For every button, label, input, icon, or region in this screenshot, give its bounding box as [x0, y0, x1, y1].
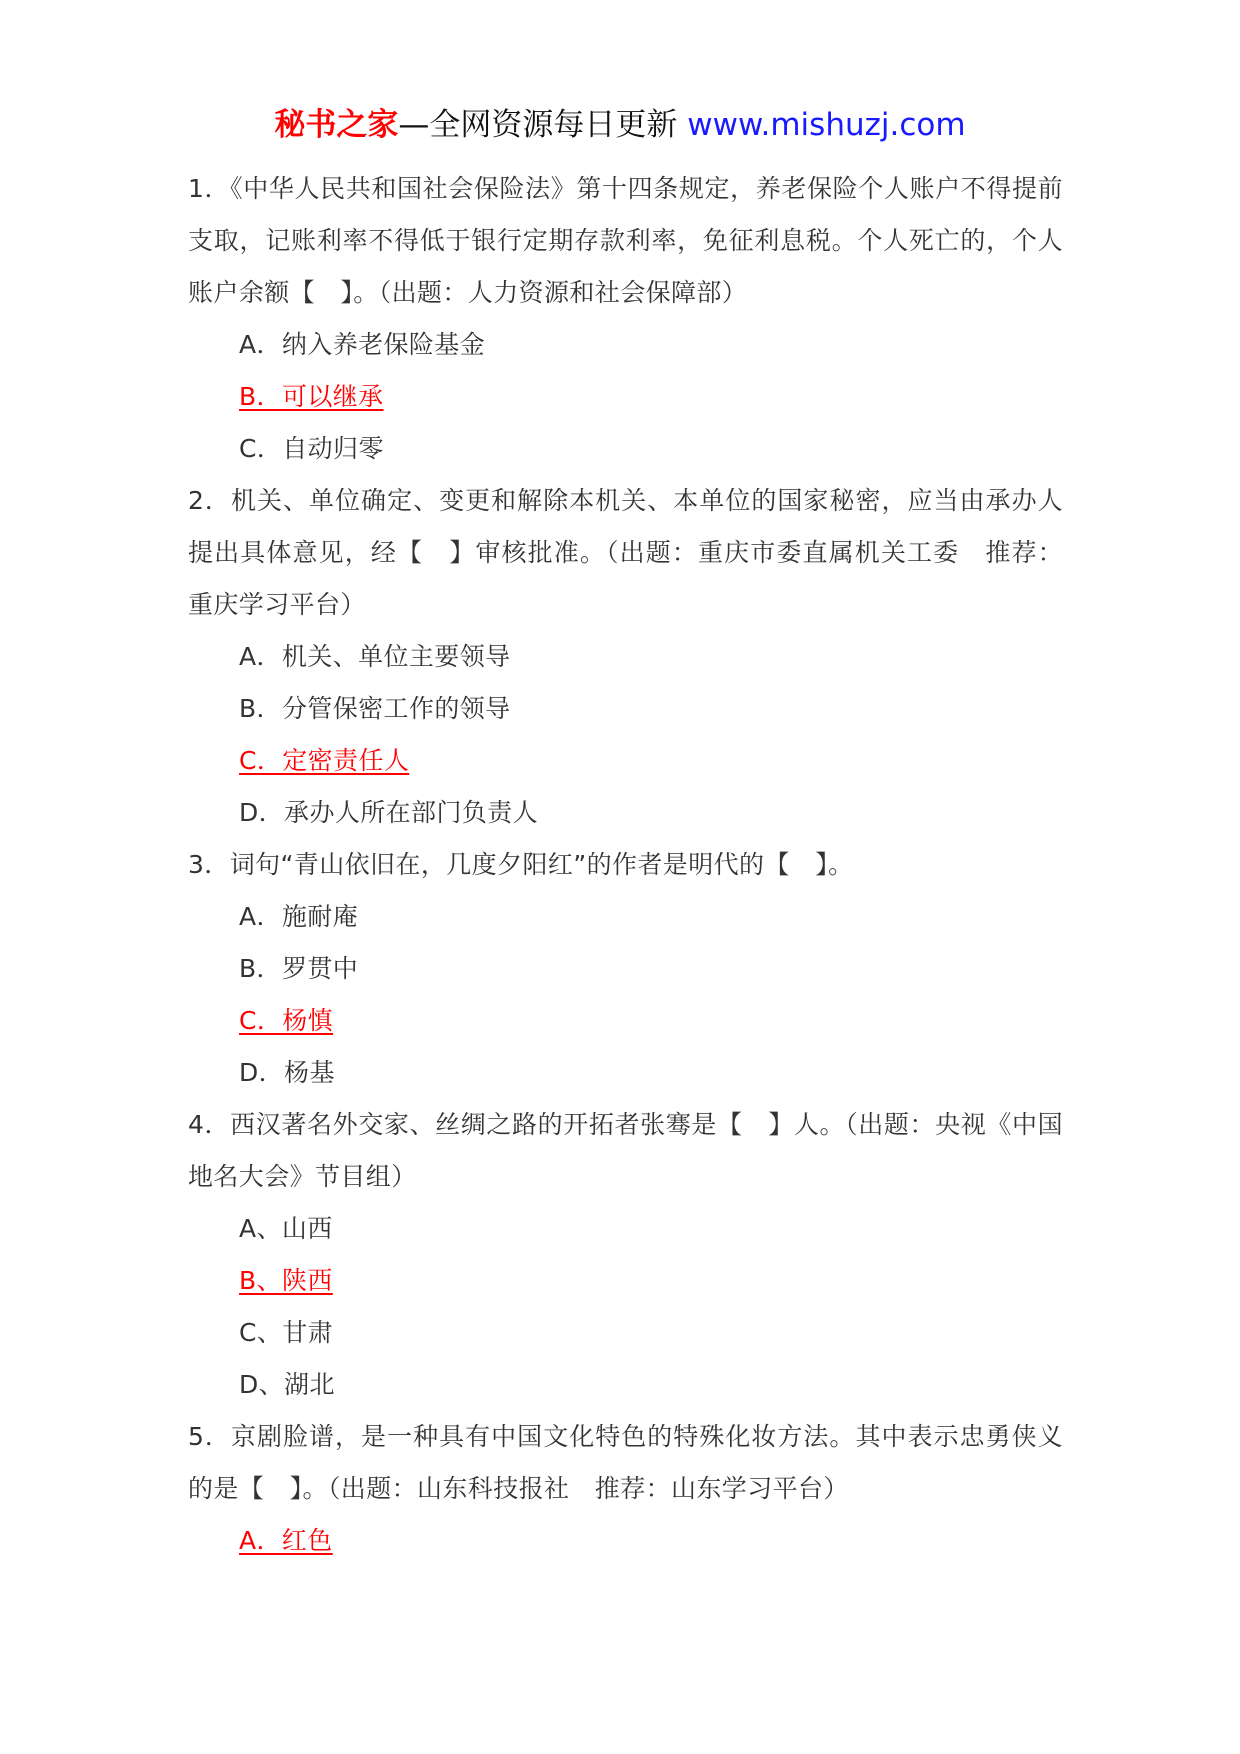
q4-option-d: D、湖北	[239, 1370, 335, 1399]
q4-option-a: A、山西	[239, 1214, 333, 1243]
q4-option-c: C、甘肃	[239, 1318, 334, 1347]
q3-option-b: B．罗贯中	[239, 954, 359, 983]
site-url: www.mishuzj.com	[687, 107, 966, 143]
question-1: 1．《中华人民共和国社会保险法》第十四条规定，养老保险个人账户不得提前支取，记账利率不得低于银行定期存款利率，免征利息税。个人死亡的，个人账户余额【 】。（出题：人力资源和社会保障部）	[188, 174, 1063, 307]
q2-option-b: B．分管保密工作的领导	[239, 694, 511, 723]
q2-option-a: A．机关、单位主要领导	[239, 642, 511, 671]
q5-option-a-correct: A．红色	[239, 1526, 333, 1555]
q2-option-c-correct: C．定密责任人	[239, 746, 410, 775]
q3-option-a: A．施耐庵	[239, 902, 359, 931]
brand-name: 秘书之家	[274, 107, 399, 143]
q2-option-d: D．承办人所在部门负责人	[239, 798, 539, 827]
q1-option-b-correct: B．可以继承	[239, 382, 384, 411]
q3-option-d: D．杨基	[239, 1058, 335, 1087]
q1-option-c: C．自动归零	[239, 434, 384, 463]
q4-option-b-correct: B、陕西	[239, 1266, 333, 1295]
q3-option-c-correct: C．杨慎	[239, 1006, 334, 1035]
question-2: 2．机关、单位确定、变更和解除本机关、本单位的国家秘密，应当由承办人提出具体意见，经【 】审核批准。（出题：重庆市委直属机关工委 推荐：重庆学习平台）	[188, 486, 1063, 619]
question-5: 5．京剧脸谱，是一种具有中国文化特色的特殊化妆方法。其中表示忠勇侠义的是【 】。（出题：山东科技报社 推荐：山东学习平台）	[188, 1422, 1063, 1503]
question-3: 3．词句“青山依旧在，几度夕阳红”的作者是明代的【 】。	[188, 850, 854, 879]
q1-option-a: A．纳入养老保险基金	[239, 330, 486, 359]
quiz-content	[188, 163, 1063, 1567]
question-4: 4．西汉著名外交家、丝绸之路的开拓者张骞是【 】人。（出题：央视《中国地名大会》节目组）	[188, 1110, 1063, 1191]
page-header	[0, 100, 1240, 150]
header-tagline: —全网资源每日更新	[398, 107, 688, 143]
